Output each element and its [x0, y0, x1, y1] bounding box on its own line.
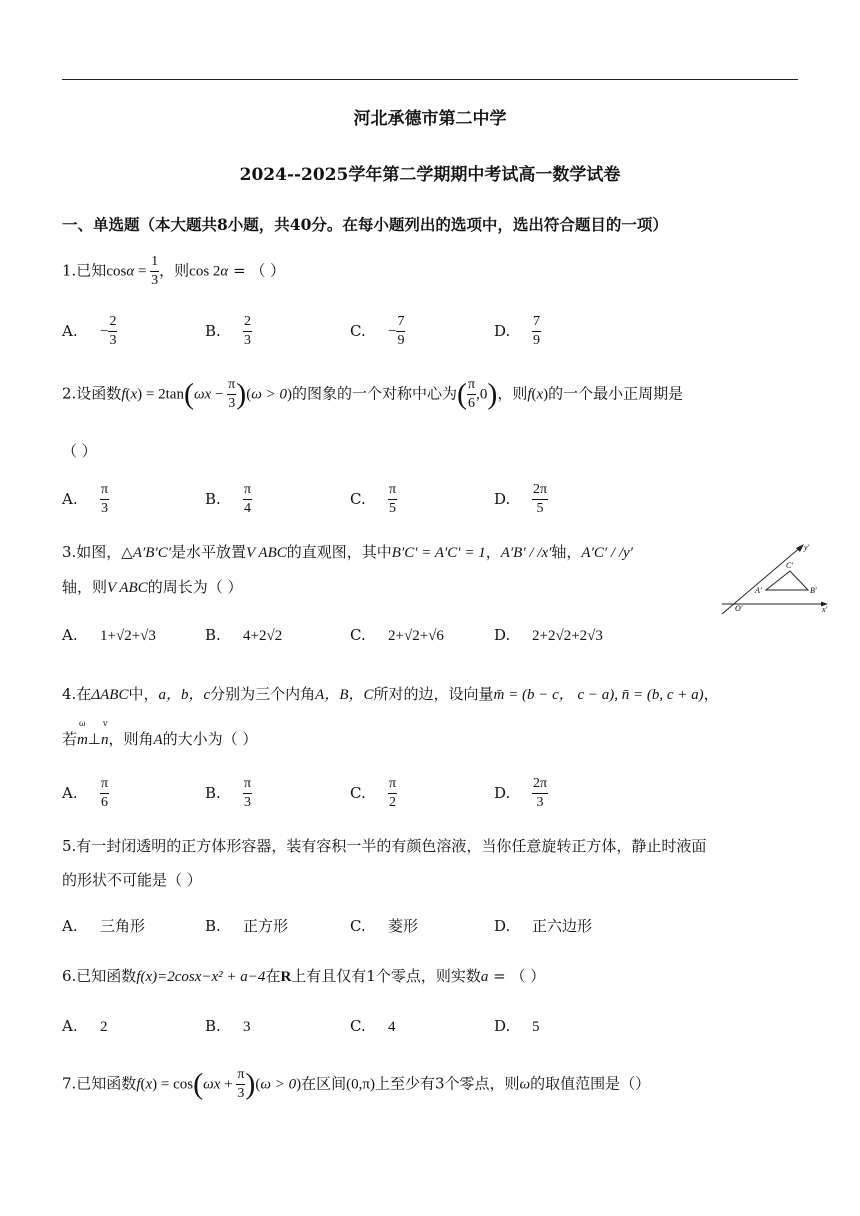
q4-option-d[interactable]: D. $\frac{2\pi}{3}$ [494, 776, 548, 810]
q3-option-b[interactable]: B. 4+2√2 [205, 626, 283, 644]
q3-figure [716, 540, 834, 616]
q3-option-d[interactable]: D. 2+2√2+2√3 [494, 626, 603, 644]
question-2: 2.设函数f(x) = 2tan(ωx − $\frac{\pi}{3}$ )(ω > 0)的图象的一个对称中心为( $\frac{\pi}{6}$ ,0)，则f(x)的一个最小正周期是 [62, 377, 684, 411]
label-c: C′ [786, 561, 794, 570]
question-7: 7.已知函数f(x) = cos(ωx + $\frac{\pi}{3}$ )(ω > 0)在区间(0,π)上至少有3个零点，则ω的取值范围是（） [62, 1067, 651, 1101]
triangle-abc [766, 571, 808, 590]
y-axis-arrow [796, 544, 804, 552]
question-4-line1: 4.在ΔABC中，a，b，c分别为三个内角A，B，C所对的边，设向量m̄ = (b − c， c − a), n̄ = (b, c + a)， [62, 685, 719, 703]
q5-option-d[interactable]: D. 正六边形 [494, 917, 593, 935]
question-3-line2: 轴，则V ABC的周长为（ ） [62, 578, 243, 596]
q5-option-a[interactable]: A. 三角形 [62, 917, 146, 935]
q5-option-c[interactable]: C. 菱形 [350, 917, 419, 935]
q4-option-c[interactable]: C. $\frac{\pi}{2}$ [350, 776, 397, 810]
q6-option-c[interactable]: C. 4 [350, 1017, 396, 1035]
question-5-line2: 的形状不可能是（ ） [62, 871, 202, 889]
header-rule [62, 79, 798, 80]
q4-option-a[interactable]: A. $\frac{\pi}{6}$ [62, 776, 109, 810]
section-heading: 一、单选题（本大题共8小题，共40分。在每小题列出的选项中，选出符合题目的一项） [62, 215, 668, 234]
q2-paren: （ ） [62, 442, 97, 460]
q3-option-c[interactable]: C. 2+√2+√6 [350, 626, 444, 644]
q1-option-d[interactable]: D. $\frac{7}{9}$ [494, 314, 540, 348]
question-4-line2: 若 ω m⊥ v n，则角A的大小为（ ） [62, 719, 258, 748]
q5-option-b[interactable]: B. 正方形 [205, 917, 289, 935]
label-y: y′ [804, 543, 810, 552]
question-3-line1: 3.如图，△A′B′C′是水平放置V ABC的直观图，其中B′C′ = A′C′ = 1，A′B′ / /x′轴，A′C′ / /y′ [62, 543, 633, 561]
question-6: 6.已知函数f(x)=2cosx−x² + a−4在R上有且仅有1个零点，则实数a = （ ） [62, 967, 546, 985]
q2-option-b[interactable]: B. $\frac{\pi}{4}$ [205, 482, 252, 516]
question-5-line1: 5.有一封闭透明的正方体形容器，装有容积一半的有颜色溶液，当你任意旋转正方体，静止时液面 [62, 837, 707, 855]
label-x: x′ [822, 605, 828, 614]
q1-option-c[interactable]: C. − $\frac{7}{9}$ [350, 314, 405, 348]
q1-option-a[interactable]: A. − $\frac{2}{3}$ [62, 314, 117, 348]
label-b: B′ [810, 586, 817, 595]
label-a: A′ [755, 586, 762, 595]
label-o: O′ [735, 604, 743, 613]
q2-option-d[interactable]: D. $\frac{2\pi}{5}$ [494, 482, 548, 516]
q3-option-a[interactable]: A. 1+√2+√3 [62, 626, 156, 644]
q4-option-b[interactable]: B. $\frac{\pi}{3}$ [205, 776, 252, 810]
q6-option-d[interactable]: D. 5 [494, 1017, 540, 1035]
school-title: 河北承德市第二中学 [353, 109, 507, 129]
q2-option-a[interactable]: A. $\frac{\pi}{3}$ [62, 482, 109, 516]
exam-title: 2024--2025学年第二学期期中考试高一数学试卷 [239, 165, 621, 185]
q6-option-b[interactable]: B. 3 [205, 1017, 251, 1035]
q6-option-a[interactable]: A. 2 [62, 1017, 108, 1035]
question-1: 1.已知cosα = $\frac{1}{3}$ ，则cos 2α = （ ） [62, 254, 286, 288]
q1-option-b[interactable]: B. $\frac{2}{3}$ [205, 314, 251, 348]
q2-option-c[interactable]: C. $\frac{\pi}{5}$ [350, 482, 397, 516]
